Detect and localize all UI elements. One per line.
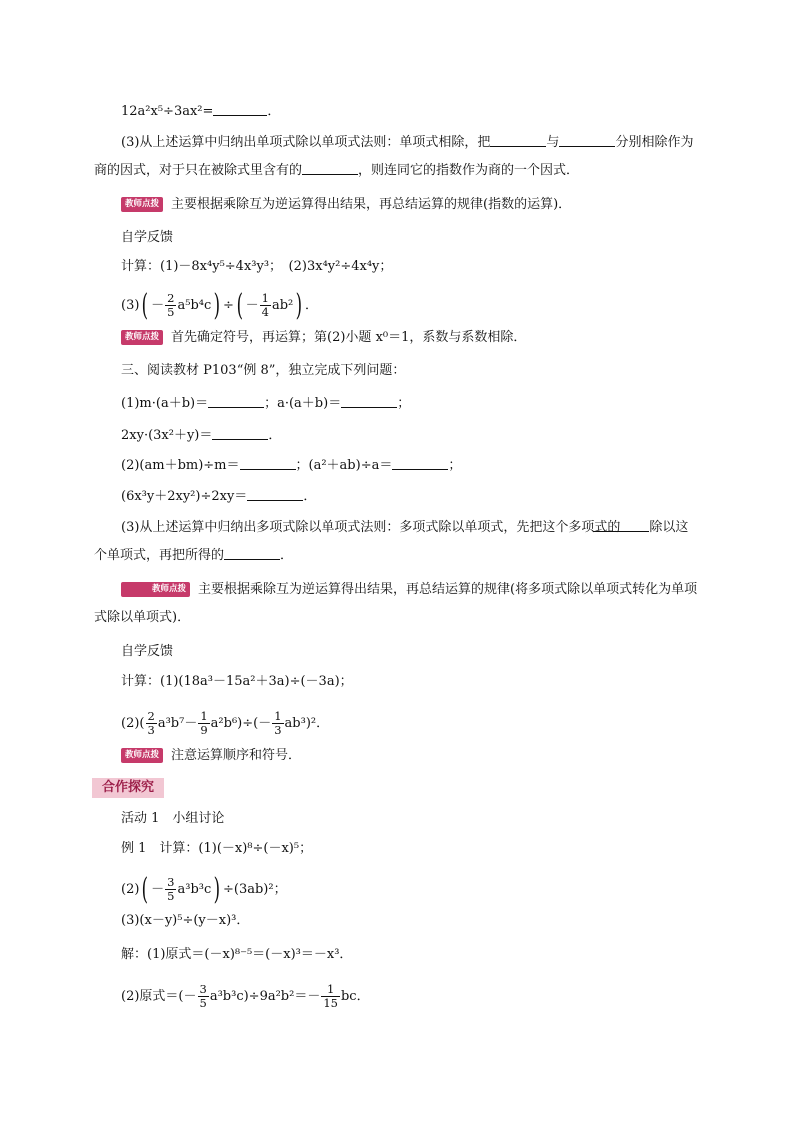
example-1: 例 1 计算：(1)(－x)⁸÷(－x)⁵；	[121, 841, 313, 856]
line-calc-1: 计算：(1)－8x⁴y⁵÷4x³y³； (2)3x⁴y²÷4x⁴y；	[121, 259, 393, 274]
answer-blank	[213, 103, 267, 116]
section-three-heading: 三、阅读教材 P103“例 8”，独立完成下列问题：	[121, 363, 406, 378]
solution-2: (2)原式＝(－ $\frac{3}{5}$ a³b³c)÷9a²b²＝－ $\frac{1}{15}$ bc．	[121, 982, 370, 1010]
fraction-one-fifteenth: $\frac{1}{15}$	[323, 982, 338, 1010]
teacher-tip-3: 教师点拨 主要根据乘除互为逆运算得出结果，再总结运算的规律(将多项式除以单项式转化为单项式除以单项式)．	[94, 582, 698, 625]
teacher-tip-badge: 教师点拨	[121, 197, 163, 212]
fraction-three-fifths: $\frac{3}{5}$	[199, 982, 207, 1010]
teacher-tip-2: 教师点拨 首先确定符号，再运算；第(2)小题 x⁰＝1，系数与系数相除．	[121, 329, 526, 347]
teacher-tip-badge: 教师点拨	[121, 582, 190, 597]
line-calc-1-3: (3)( － $\frac{2}{5}$ a⁵b⁴c) ÷( － $\frac{1}{4}$ ab²) ．	[121, 287, 318, 323]
line-q2-2: (6x³y＋2xy²)÷2xy＝ ．	[121, 489, 317, 504]
activity-1-heading: 活动 1 小组讨论	[121, 811, 225, 826]
answer-blank	[208, 395, 264, 408]
answer-blank	[302, 162, 358, 175]
answer-blank	[247, 488, 303, 501]
line-calc-2-2: (2)( $\frac{2}{3}$ a³b⁷－ $\frac{1}{9}$ a²b⁶)÷(－ $\frac{1}{3}$ ab³)²．	[121, 709, 330, 737]
teacher-tip-badge: 教师点拨	[121, 330, 163, 345]
fraction-one-quarter: $\frac{1}{4}$	[261, 291, 269, 319]
paragraph-polynomial-rule: (3)从上述运算中归纳出多项式除以单项式法则：多项式除以单项式，先把这个多项式的 除以这个单项式，再把所得的 ．	[94, 520, 689, 563]
heading-self-feedback-1: 自学反馈	[121, 230, 174, 245]
heading-self-feedback-2: 自学反馈	[121, 644, 174, 659]
answer-blank	[240, 457, 296, 470]
fraction-one-third: $\frac{1}{3}$	[274, 709, 282, 737]
fraction-one-ninth: $\frac{1}{9}$	[200, 709, 208, 737]
fraction-three-fifths: $\frac{3}{5}$	[167, 875, 175, 903]
fraction-two-thirds: $\frac{2}{3}$	[147, 709, 155, 737]
teacher-tip-1: 教师点拨 主要根据乘除互为逆运算得出结果，再总结运算的规律(指数的运算)．	[121, 196, 571, 214]
answer-blank	[593, 519, 649, 532]
example-1-part-3: (3)(x－y)⁵÷(y－x)³．	[121, 913, 250, 928]
paragraph-monomial-rule: (3)从上述运算中归纳出单项式除以单项式法则：单项式相除，把 与 分别相除作为商的因式，对于只在被除式里含有的 ，则连同它的指数作为商的一个因式．	[94, 135, 694, 178]
answer-blank	[392, 457, 448, 470]
line-q1: (1)m·(a＋b)＝ ；a·(a＋b)＝ ；	[121, 396, 411, 411]
line-q2: (2)(am＋bm)÷m＝ ；(a²＋ab)÷a＝ ；	[121, 458, 462, 473]
teacher-tip-4: 教师点拨 注意运算顺序和符号．	[121, 747, 301, 765]
fraction-two-fifths: $\frac{2}{5}$	[167, 291, 175, 319]
teacher-tip-badge: 教师点拨	[121, 748, 163, 763]
solution-1: 解：(1)原式＝(－x)⁸⁻⁵＝(－x)³＝－x³．	[121, 947, 353, 962]
line-q1-2: 2xy·(3x²＋y)＝ ．	[121, 428, 282, 443]
answer-blank	[559, 134, 615, 147]
section-title-cooperative: 合作探究	[92, 778, 164, 798]
line-calc-2: 计算：(1)(18a³－15a²＋3a)÷(－3a)；	[121, 674, 353, 689]
example-1-part-2: (2)( － $\frac{3}{5}$ a³b³c) ÷(3ab)²；	[121, 871, 287, 907]
line-exercise-12a2x5: 12a²x⁵÷3ax²= ．	[121, 104, 281, 119]
answer-blank	[341, 395, 397, 408]
answer-blank	[490, 134, 546, 147]
answer-blank	[212, 427, 268, 440]
answer-blank	[224, 547, 280, 560]
